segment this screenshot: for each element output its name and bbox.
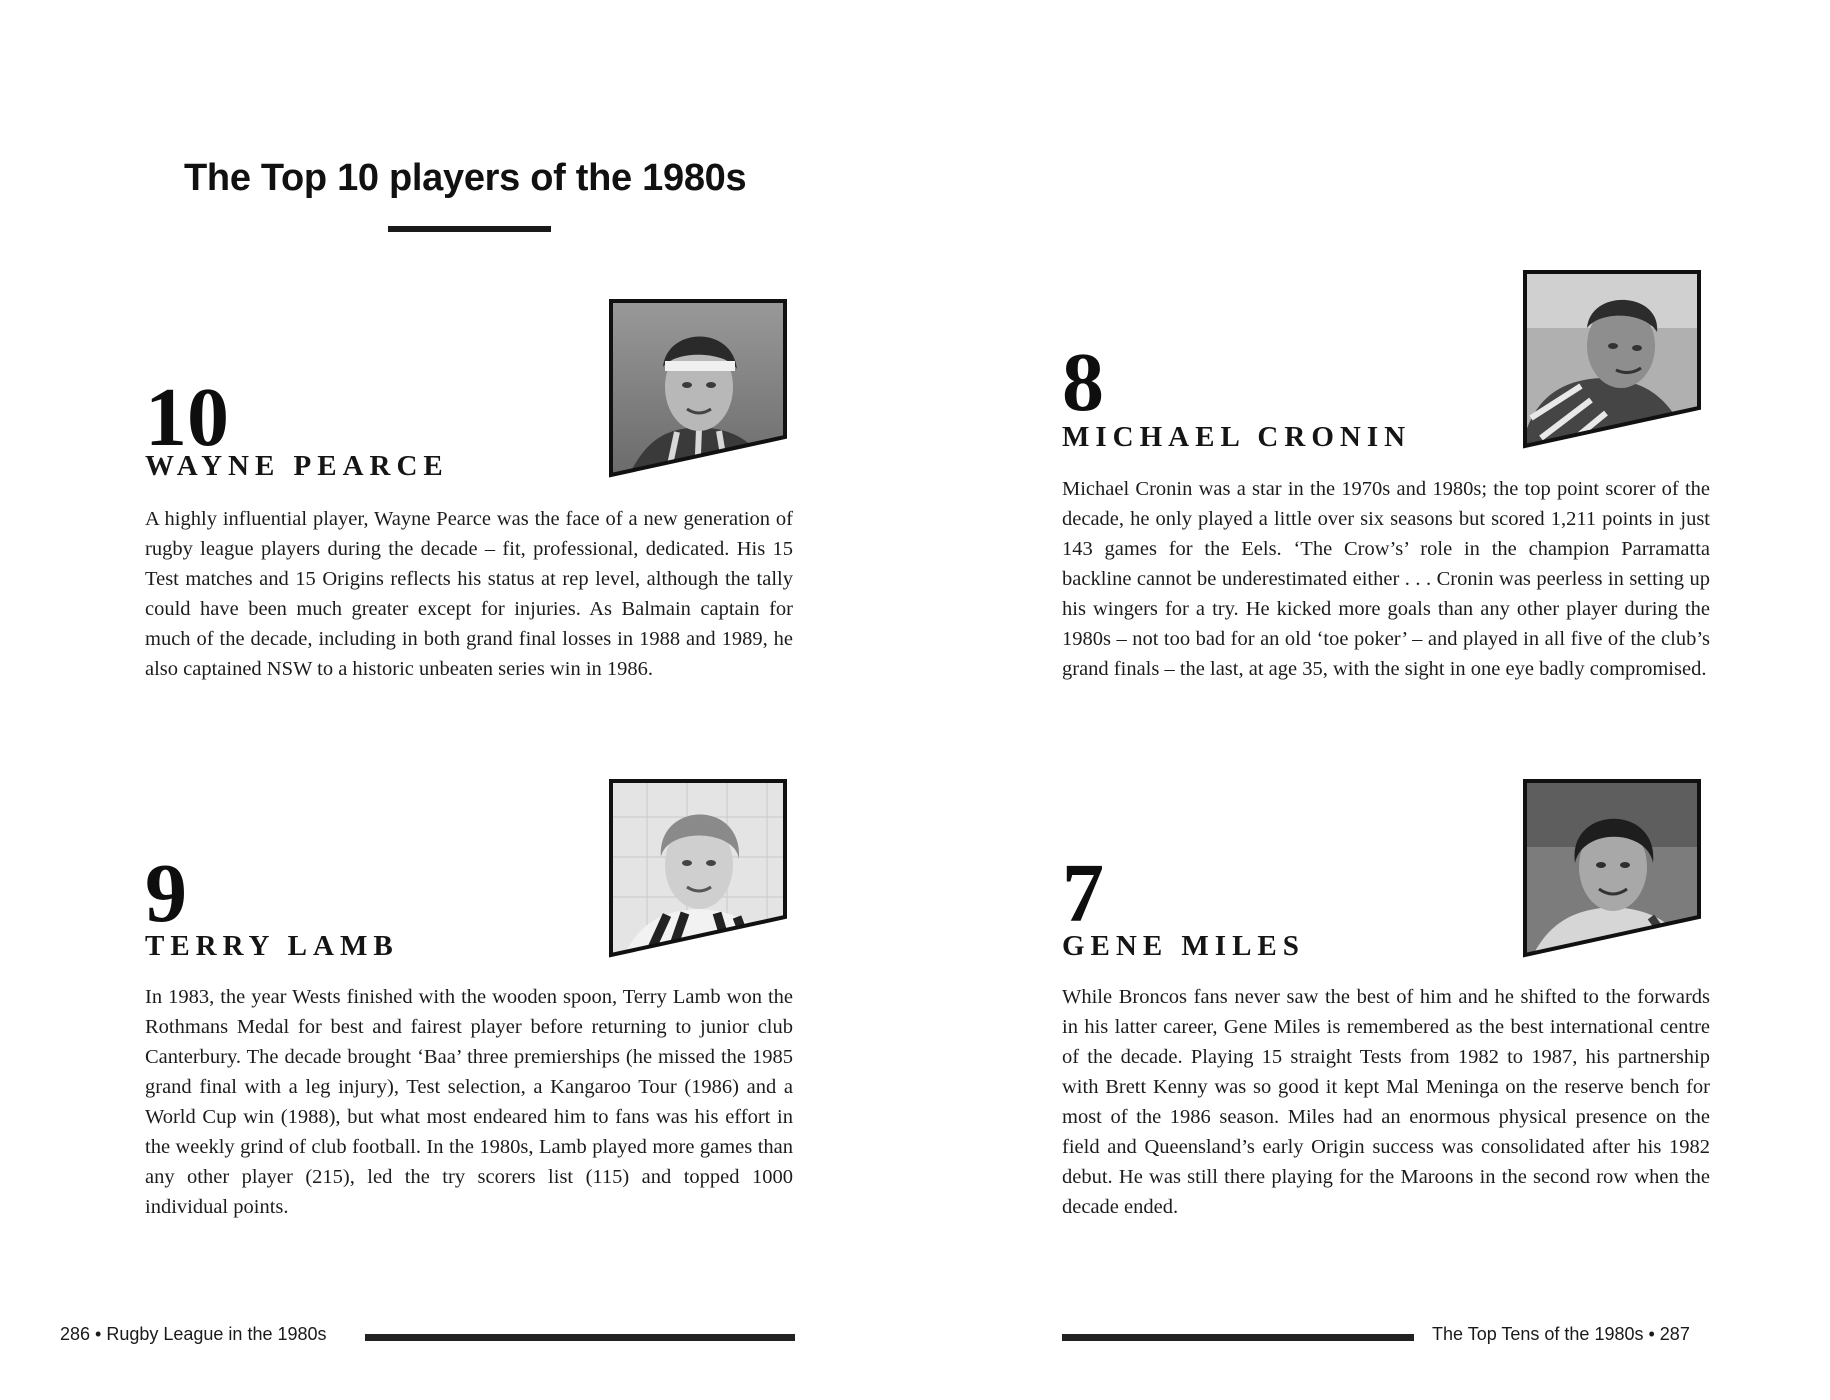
rank-number: 9: [145, 847, 187, 940]
player-portrait-icon: [1521, 268, 1703, 450]
rank-number: 7: [1062, 847, 1104, 940]
rank-number: 10: [145, 371, 229, 464]
player-name: GENE MILES: [1062, 930, 1305, 962]
player-name: WAYNE PEARCE: [145, 450, 449, 482]
rank-number: 8: [1062, 336, 1104, 429]
player-portrait-icon: [1521, 777, 1703, 959]
player-bio: A highly influential player, Wayne Pearce was the face of a new generation of rugby league players during the decade – fit, professional, dedicated. His 15 Test matches and 15 Origins reflects his status at rep level, although the tally could have been much greater except for injuries. As Balmain captain for much of the decade, including in both grand final losses in 1988 and 1989, he also captained NSW to a historic unbeaten series win in 1986.: [145, 508, 793, 680]
player-bio: While Broncos fans never saw the best of him and he shifted to the forwards in his latter career, Gene Miles is remembered as the best international centre of the decade. Playing 15 straight Tests from 1982 to 1987, his partnership with Brett Kenny was so good it kept Mal Meninga on the reserve bench for most of the 1986 season. Miles had an enormous physical presence on the field and Queensland’s early Origin success was consolidated after his 1982 debut. He was still there playing for the Maroons in the second row when the decade ended.: [1062, 986, 1710, 1218]
player-bio: In 1983, the year Wests finished with the wooden spoon, Terry Lamb won the Rothmans Medal for best and fairest player before returning to junior club Canterbury. The decade brought ‘Baa’ three premierships (he missed the 1985 grand final with a leg injury), Test selection, a Kangaroo Tour (1986) and a World Cup win (1988), but what most endeared him to fans was his effort in the weekly grind of club football. In the 1980s, Lamb played more games than any other player (215), led the try scorers list (115) and topped 1000 individual points.: [145, 986, 793, 1218]
page-title: The Top 10 players of the 1980s: [184, 157, 747, 199]
footer-left-page-label: 286 • Rugby League in the 1980s: [60, 1324, 327, 1344]
player-name: MICHAEL CRONIN: [1062, 421, 1412, 453]
player-name: TERRY LAMB: [145, 930, 399, 962]
player-portrait-icon: [607, 297, 789, 479]
player-bio: Michael Cronin was a star in the 1970s and 1980s; the top point scorer of the decade, he only played a little over six seasons but scored 1,211 points in just 143 games for the Eels. ‘The Crow’s’ role in the champion Parramatta backline cannot be underestimated either . . . Cronin was peerless in setting up his wingers for a try. He kicked more goals than any other player during the 1980s – not too bad for an old ‘toe poker’ – and played in all five of the club’s grand finals – the last, at age 35, with the sight in one eye badly compromised.: [1062, 478, 1710, 680]
footer-right-rule: [1062, 1334, 1414, 1341]
title-underline: [388, 226, 551, 232]
player-portrait-icon: [607, 777, 789, 959]
footer-right-page-label: The Top Tens of the 1980s • 287: [1432, 1324, 1690, 1344]
footer-left-rule: [365, 1334, 795, 1341]
